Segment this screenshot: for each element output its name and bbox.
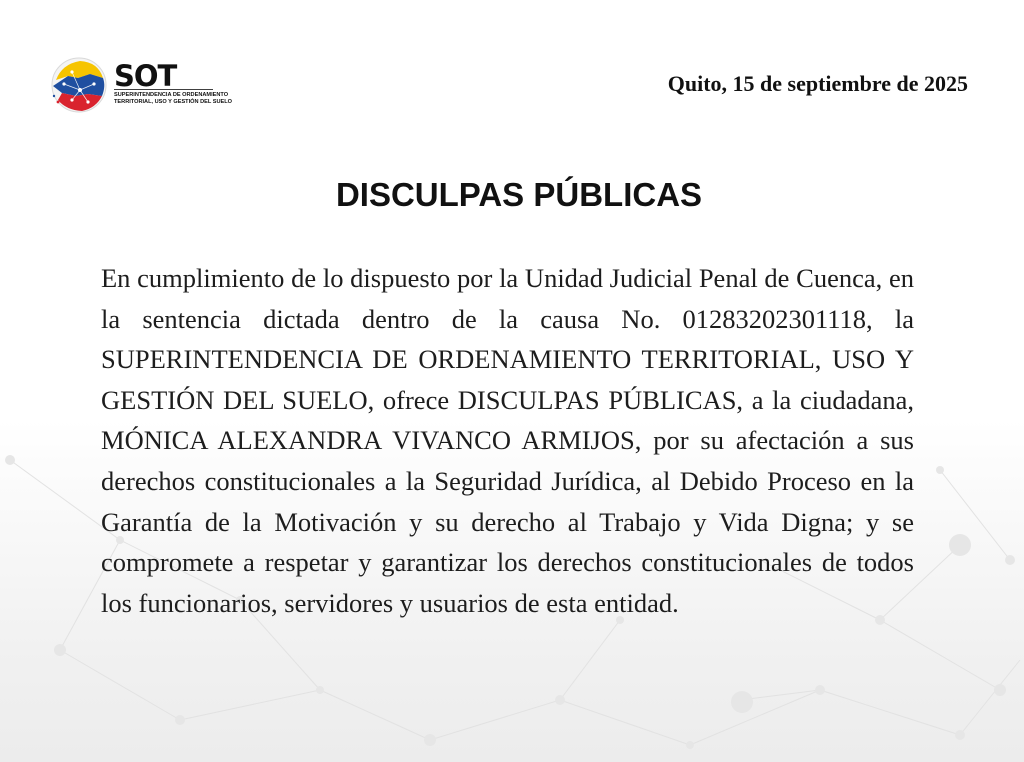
document-title: DISCULPAS PÚBLICAS (335, 176, 703, 213)
logo-acronym: SOT (114, 59, 177, 93)
logo-divider (114, 89, 213, 90)
ecuador-map-emblem-icon (52, 58, 106, 112)
sot-logo (50, 56, 233, 116)
document-date: Quito, 15 de septiembre de 2025 (667, 71, 968, 96)
document-body: En cumplimiento de lo dispuesto por la Unidad Judicial Penal de Cuenca, en la sentencia dictada dentro de la causa No. 01283202301118, la SUPERINTENDENCIA DE ORDENAMIENTO TERRITORIAL, USO Y GESTIÓN DEL SUELO, ofrece DISCULPAS PÚBLICAS, a la ciudadana, MÓNICA ALEXANDRA VIVANCO ARMIJOS, por su afectación a sus derechos constitucionales a la Seguridad Jurídica, al Debido Proceso en la Garantía de la Motivación y su derecho al Trabajo y Vida Digna; y se compromete a respetar y garantizar los derechos constitucionales de todos los funcionarios, servidores y usuarios de esta entidad. (101, 263, 914, 618)
logo-subtitle-line1: SUPERINTENDENCIA DE ORDENAMIENTO (114, 92, 229, 98)
logo-subtitle-line2: TERRITORIAL, USO Y GESTIÓN DEL SUELO (114, 99, 233, 105)
